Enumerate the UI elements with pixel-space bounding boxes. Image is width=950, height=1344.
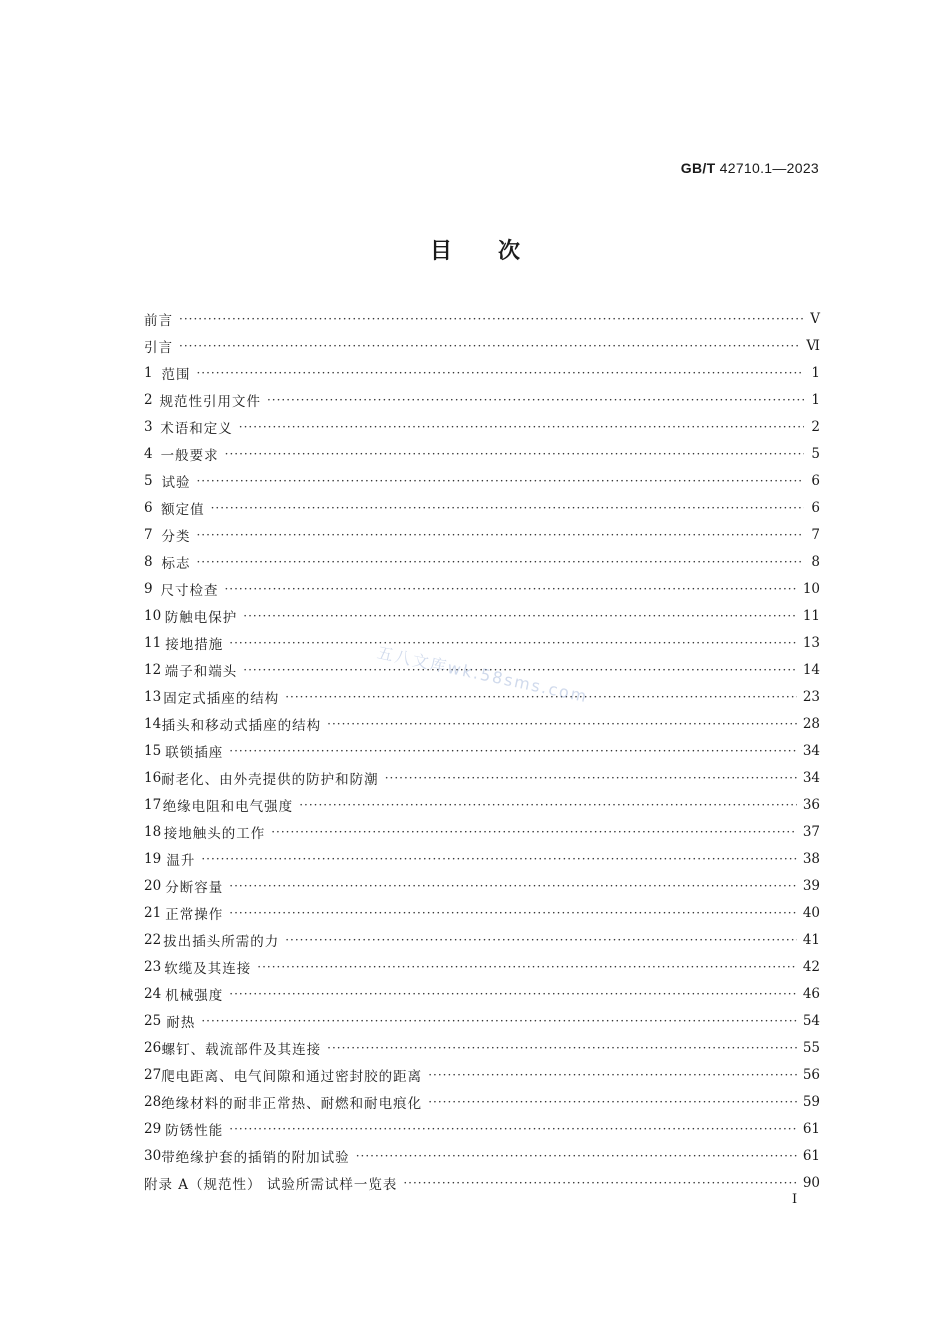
toc-leader-dots bbox=[225, 447, 804, 461]
toc-entry-page: 8 bbox=[811, 553, 820, 570]
toc-leader-dots bbox=[257, 960, 797, 974]
toc-entry-label: 术语和定义 bbox=[160, 420, 233, 437]
toc-entry-label: 联锁插座 bbox=[165, 744, 224, 761]
toc-leader-dots bbox=[271, 825, 797, 839]
toc-entry-number: 29 bbox=[144, 1120, 162, 1137]
toc-entry-label: 额定值 bbox=[161, 501, 205, 518]
toc-title: 目次 bbox=[429, 238, 566, 264]
toc-entry-page: 6 bbox=[811, 499, 820, 516]
toc-entry[interactable] bbox=[144, 359, 820, 386]
toc-entry[interactable] bbox=[144, 467, 820, 494]
toc-entry[interactable] bbox=[144, 953, 820, 980]
toc-entry-label: 规范性引用文件 bbox=[159, 393, 261, 410]
standard-number bbox=[681, 160, 819, 176]
toc-leader-dots bbox=[403, 1176, 796, 1190]
toc-leader-dots bbox=[229, 744, 797, 758]
toc-entry[interactable] bbox=[144, 872, 820, 899]
toc-entry[interactable] bbox=[144, 683, 820, 710]
toc-leader-dots bbox=[229, 987, 797, 1001]
toc-entry[interactable] bbox=[144, 332, 820, 359]
toc-entry-label: 爬电距离、电气间隙和通过密封胶的距离 bbox=[161, 1068, 423, 1085]
toc-entry-page: 1 bbox=[811, 364, 820, 381]
toc-entry-number: 5 bbox=[144, 472, 153, 489]
toc-entry[interactable] bbox=[144, 980, 820, 1007]
toc-entry-label: 标志 bbox=[161, 555, 191, 572]
toc-entry-label: 机械强度 bbox=[165, 987, 224, 1004]
toc-entry-page: 34 bbox=[802, 742, 820, 759]
toc-entry-label: 拔出插头所需的力 bbox=[163, 933, 280, 950]
toc-entry-number: 18 bbox=[144, 823, 162, 840]
toc-entry-label: 插头和移动式插座的结构 bbox=[161, 717, 322, 734]
toc-entry-number: 26 bbox=[144, 1039, 162, 1056]
toc-leader-dots bbox=[224, 582, 796, 596]
toc-leader-dots bbox=[267, 393, 804, 407]
toc-entry[interactable] bbox=[144, 764, 820, 791]
toc-entry-label: 接地措施 bbox=[165, 636, 224, 653]
toc-entry-label: 分断容量 bbox=[165, 879, 224, 896]
toc-leader-dots bbox=[327, 1041, 797, 1055]
toc-entry-number: 17 bbox=[144, 796, 162, 813]
toc-entry-number: 23 bbox=[144, 958, 162, 975]
toc-leader-dots bbox=[229, 1122, 797, 1136]
toc-entry-label: 试验 bbox=[161, 474, 191, 491]
toc-entry-label: 一般要求 bbox=[160, 447, 219, 464]
toc-entry-number: 16 bbox=[144, 769, 162, 786]
toc-entry-label: 温升 bbox=[166, 852, 196, 869]
toc-entry-number: 14 bbox=[144, 715, 162, 732]
toc-entry[interactable] bbox=[144, 305, 820, 332]
toc-entry-label: 螺钉、载流部件及其连接 bbox=[161, 1041, 322, 1058]
toc-leader-dots bbox=[179, 339, 800, 353]
toc-entry-label: 带绝缘护套的插销的附加试验 bbox=[161, 1149, 350, 1166]
toc-entry[interactable] bbox=[144, 602, 820, 629]
toc-entry-number: 8 bbox=[144, 553, 153, 570]
toc-entry[interactable] bbox=[144, 845, 820, 872]
standard-prefix: GB/T bbox=[680, 160, 716, 176]
toc-entry-page: 54 bbox=[802, 1012, 820, 1029]
toc-entry[interactable] bbox=[144, 1061, 820, 1088]
toc-leader-dots bbox=[196, 366, 804, 380]
toc-entry-page: 39 bbox=[802, 877, 820, 894]
toc-entry-label: 接地触头的工作 bbox=[163, 825, 266, 842]
toc-leader-dots bbox=[299, 798, 797, 812]
toc-entry[interactable] bbox=[144, 521, 820, 548]
toc-entry-page: 5 bbox=[811, 445, 820, 462]
toc-entry-page: 1 bbox=[811, 391, 820, 408]
toc-entry[interactable] bbox=[144, 575, 820, 602]
toc-entry-page: 36 bbox=[802, 796, 820, 813]
toc-entry-number: 25 bbox=[144, 1012, 162, 1029]
toc-leader-dots bbox=[356, 1149, 797, 1163]
page-folio: Ⅰ bbox=[792, 1192, 798, 1207]
toc-entry-number: 30 bbox=[144, 1147, 162, 1164]
toc-entry-label: 耐老化、由外壳提供的防护和防潮 bbox=[161, 771, 379, 788]
toc-entry-number: 28 bbox=[144, 1093, 162, 1110]
toc-entry-label: 软缆及其连接 bbox=[164, 960, 252, 977]
toc-entry-page: 46 bbox=[802, 985, 820, 1002]
toc-entry-label: 附录 A（规范性） 试验所需试样一览表 bbox=[144, 1176, 398, 1193]
toc-entry-number: 2 bbox=[144, 391, 153, 408]
toc-leader-dots bbox=[201, 1014, 796, 1028]
toc-entry[interactable] bbox=[144, 548, 820, 575]
toc-entry[interactable] bbox=[144, 737, 820, 764]
toc-entry-page: 13 bbox=[802, 634, 820, 651]
toc-entry-number: 11 bbox=[144, 634, 162, 651]
toc-entry-page: 90 bbox=[802, 1174, 820, 1191]
toc-entry-page: 38 bbox=[802, 850, 820, 867]
toc-leader-dots bbox=[385, 771, 797, 785]
toc-leader-dots bbox=[211, 501, 804, 515]
toc-entry[interactable] bbox=[144, 710, 820, 737]
toc-entry[interactable] bbox=[144, 1088, 820, 1115]
toc-entry-label: 绝缘材料的耐非正常热、耐燃和耐电痕化 bbox=[161, 1095, 423, 1112]
toc-entry-label: 正常操作 bbox=[165, 906, 224, 923]
toc-entry-page: 14 bbox=[802, 661, 820, 678]
toc-entry-page: 34 bbox=[802, 769, 820, 786]
toc-leader-dots bbox=[428, 1095, 797, 1109]
toc-entry[interactable] bbox=[144, 440, 820, 467]
toc-leader-dots bbox=[196, 528, 804, 542]
toc-entry-label: 前言 bbox=[144, 312, 173, 329]
toc-entry-page: 7 bbox=[811, 526, 820, 543]
toc-entry[interactable] bbox=[144, 818, 820, 845]
toc-entry-number: 21 bbox=[144, 904, 162, 921]
toc-entry-number: 4 bbox=[144, 445, 153, 462]
toc-entry-number: 3 bbox=[144, 418, 153, 435]
toc-entry-label: 尺寸检查 bbox=[160, 582, 219, 599]
standard-code: 42710.1—2023 bbox=[719, 160, 819, 176]
toc-entry[interactable] bbox=[144, 386, 820, 413]
toc-entry-number: 27 bbox=[144, 1066, 162, 1083]
toc-leader-dots bbox=[229, 879, 797, 893]
toc-leader-dots bbox=[201, 852, 796, 866]
toc-entry[interactable] bbox=[144, 899, 820, 926]
toc-entry[interactable] bbox=[144, 1142, 820, 1169]
toc-entry-number: 19 bbox=[144, 850, 162, 867]
toc-entry-number: 22 bbox=[144, 931, 162, 948]
toc-entry-number: 9 bbox=[144, 580, 153, 597]
toc-leader-dots bbox=[239, 420, 804, 434]
toc-entry[interactable] bbox=[144, 1034, 820, 1061]
toc-entry-page: Ⅵ bbox=[806, 337, 820, 354]
toc-leader-dots bbox=[285, 933, 797, 947]
toc-entry-label: 范围 bbox=[161, 366, 191, 383]
toc-leader-dots bbox=[327, 717, 797, 731]
toc-entry-label: 防触电保护 bbox=[164, 609, 238, 626]
toc-entry[interactable] bbox=[144, 1007, 820, 1034]
toc-entry-label: 绝缘电阻和电气强度 bbox=[162, 798, 294, 815]
toc-leader-dots bbox=[229, 636, 797, 650]
toc-entry-page: 23 bbox=[802, 688, 820, 705]
toc-entry-page: 61 bbox=[802, 1147, 820, 1164]
toc-entry-page: Ⅴ bbox=[810, 310, 820, 327]
toc-entry-number: 12 bbox=[144, 661, 162, 678]
table-of-contents bbox=[144, 305, 820, 1196]
toc-entry[interactable] bbox=[144, 1115, 820, 1142]
toc-entry-number: 6 bbox=[144, 499, 153, 516]
toc-entry-number: 24 bbox=[144, 985, 162, 1002]
toc-entry-page: 6 bbox=[811, 472, 820, 489]
toc-entry-page: 2 bbox=[811, 418, 820, 435]
toc-entry-label: 固定式插座的结构 bbox=[163, 690, 280, 707]
toc-entry[interactable] bbox=[144, 1169, 820, 1196]
toc-leader-dots bbox=[428, 1068, 797, 1082]
toc-entry-number: 1 bbox=[144, 364, 153, 381]
toc-entry-page: 61 bbox=[802, 1120, 820, 1137]
toc-entry-page: 28 bbox=[802, 715, 820, 732]
toc-entry-label: 防锈性能 bbox=[165, 1122, 224, 1139]
toc-entry-page: 42 bbox=[802, 958, 820, 975]
toc-leader-dots bbox=[196, 474, 804, 488]
toc-entry-label: 端子和端头 bbox=[164, 663, 238, 680]
toc-leader-dots bbox=[229, 906, 797, 920]
toc-entry-page: 41 bbox=[802, 931, 820, 948]
watermark: 五八文库wk.58sms.com bbox=[375, 642, 590, 707]
toc-leader-dots bbox=[243, 609, 797, 623]
toc-entry-number: 15 bbox=[144, 742, 162, 759]
toc-entry[interactable] bbox=[144, 629, 820, 656]
toc-entry-number: 7 bbox=[144, 526, 153, 543]
toc-entry-page: 11 bbox=[802, 607, 820, 624]
toc-entry-label: 耐热 bbox=[166, 1014, 196, 1031]
toc-entry[interactable] bbox=[144, 791, 820, 818]
toc-entry-page: 56 bbox=[802, 1066, 820, 1083]
toc-entry-page: 37 bbox=[802, 823, 820, 840]
toc-entry[interactable] bbox=[144, 494, 820, 521]
toc-leader-dots bbox=[179, 312, 804, 326]
toc-entry-page: 10 bbox=[802, 580, 820, 597]
toc-leader-dots bbox=[196, 555, 804, 569]
toc-entry-page: 59 bbox=[802, 1093, 820, 1110]
toc-entry-number: 10 bbox=[144, 607, 162, 624]
toc-entry[interactable] bbox=[144, 926, 820, 953]
toc-entry[interactable] bbox=[144, 413, 820, 440]
toc-entry-label: 分类 bbox=[161, 528, 191, 545]
toc-entry-number: 20 bbox=[144, 877, 162, 894]
toc-entry-page: 55 bbox=[802, 1039, 820, 1056]
toc-entry-number: 13 bbox=[144, 688, 162, 705]
toc-entry-label: 引言 bbox=[144, 339, 173, 356]
toc-entry-page: 40 bbox=[802, 904, 820, 921]
